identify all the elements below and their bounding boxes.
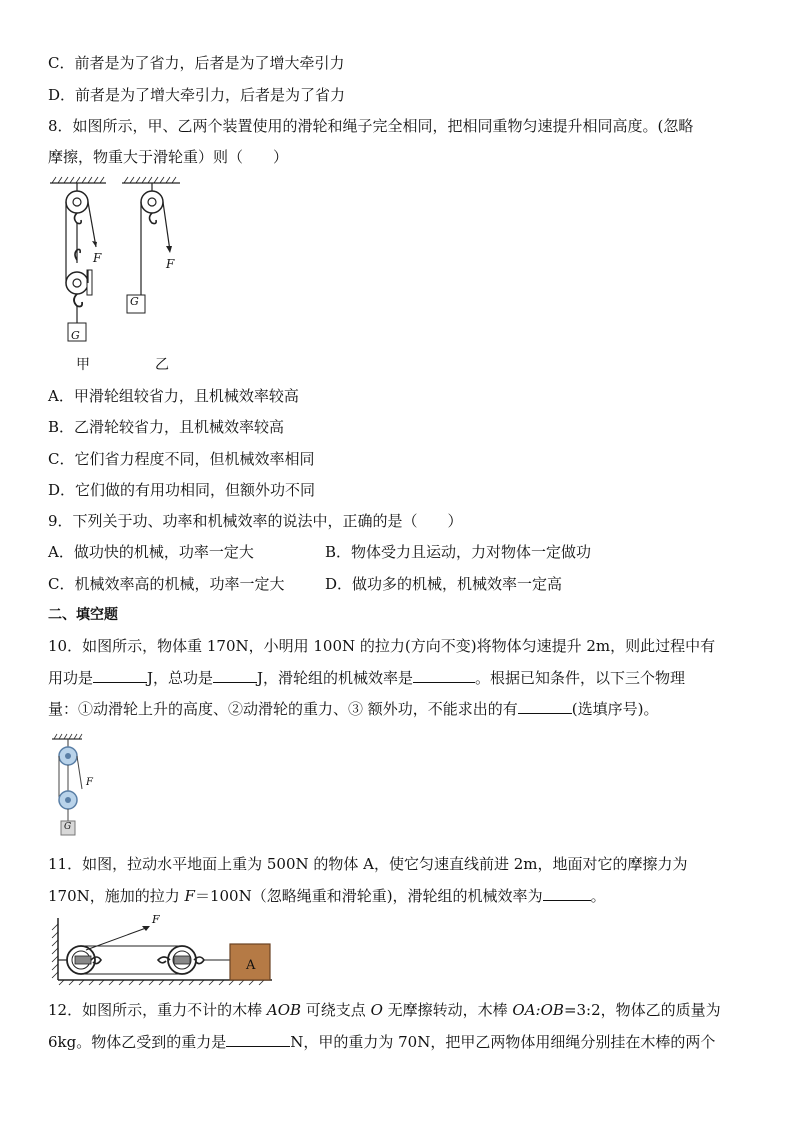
q10-blank-quantities[interactable] [518,698,572,714]
q10-stem-line2 [48,667,685,688]
q10-text: 量：①动滑轮上升的高度、②动滑轮的重力、③ 额外功，不能求出的有 [48,700,518,718]
q11-blank-efficiency[interactable] [543,885,591,901]
figure-q11-horizontal-pulley [48,914,276,986]
q12-blank-gravity[interactable] [226,1031,290,1047]
q9-option-d: D．做功多的机械，机械效率一定高 [325,575,563,593]
q12-text: 无摩擦转动，木棒 [382,1001,513,1019]
q11-text: 170N，施加的拉力 [48,887,185,905]
q11-stem-line1: 11．如图，拉动水平地面上重为 500N 的物体 A，使它匀速直线前进 2m，地面对它的摩擦力为 [48,855,688,873]
q11-text: ＝100N（忽略绳重和滑轮重)，滑轮组的机械效率为 [194,887,543,905]
q10-blank-useful-work[interactable] [93,667,147,683]
fig8-jia-force-label: F [93,251,102,265]
q7-option-c: C．前者是为了省力，后者是为了增大牵引力 [48,54,345,72]
fig10-weight-label: G [64,822,72,832]
fig11-force-label: F [152,913,160,926]
fig8-jia-weight-label: G [71,329,80,342]
q10-text: (选填序号)。 [571,700,659,718]
q10-stem-line1: 10．如图所示，物体重 170N，小明用 100N 的拉力(方向不变)将物体匀速提升 2m，则此过程中有 [48,637,716,655]
q12-ratio: OA:OB [512,1001,564,1019]
q8-option-c: C．它们省力程度不同，但机械效率相同 [48,450,315,468]
q12-stem-line1 [48,1000,721,1020]
q12-pivot-name: O [370,1001,383,1019]
q10-blank-total-work[interactable] [213,667,257,683]
q12-text: 6kg。物体乙受到的重力是 [48,1033,227,1051]
q9-option-c: C．机械效率高的机械，功率一定大 [48,575,285,593]
q7-option-d: D．前者是为了增大牵引力，后者是为了省力 [48,86,346,104]
fig11-block-a-label: A [246,958,256,973]
q8-stem-line2: 摩擦，物重大于滑轮重）则（ ） [48,148,289,166]
q10-text: 用功是 [48,669,94,687]
q10-text: 。根据已知条件，以下三个物理 [475,669,686,687]
q11-force-symbol: F [184,887,195,905]
q12-text: =3:2，物体乙的质量为 [563,1001,721,1019]
q12-text: N，甲的重力为 70N，把甲乙两物体用细绳分别挂在木棒的两个 [290,1033,716,1051]
q11-stem-line2 [48,885,606,906]
q8-option-b: B．乙滑轮较省力，且机械效率较高 [48,418,285,436]
q8-option-a: A．甲滑轮组较省力，且机械效率较高 [48,387,299,405]
q12-text: 可绕支点 [301,1001,371,1019]
q11-text: 。 [590,887,606,905]
q9-stem: 9．下列关于功、功率和机械效率的说法中，正确的是（ ） [48,512,463,530]
figure-q8-pulleys [44,175,194,375]
q12-text: 12．如图所示，重力不计的木棒 [48,1001,267,1019]
fig8-yi-force-label: F [166,257,175,271]
fig8-caption-jia: 甲 [76,357,90,373]
q10-blank-efficiency[interactable] [413,667,475,683]
section-fill-in-heading: 二、填空题 [48,607,118,623]
q10-text: J，总功是 [147,669,214,687]
figure-q10-pulley-system [48,733,108,837]
q9-option-a: A．做功快的机械，功率一定大 [48,543,254,561]
q8-stem-line1: 8．如图所示，甲、乙两个装置使用的滑轮和绳子完全相同，把相同重物匀速提升相同高度。(忽略 [48,117,694,135]
q10-stem-line3 [48,698,659,719]
q12-stem-line2 [48,1031,715,1052]
q12-rod-name: AOB [266,1001,302,1019]
q9-option-b: B．物体受力且运动，力对物体一定做功 [325,543,592,561]
q10-text: J，滑轮组的机械效率是 [257,669,414,687]
q8-option-d: D．它们做的有用功相同，但额外功不同 [48,481,316,499]
fig8-yi-weight-label: G [130,295,139,308]
fig8-caption-yi: 乙 [155,357,169,373]
fig10-force-label: F [86,777,93,788]
